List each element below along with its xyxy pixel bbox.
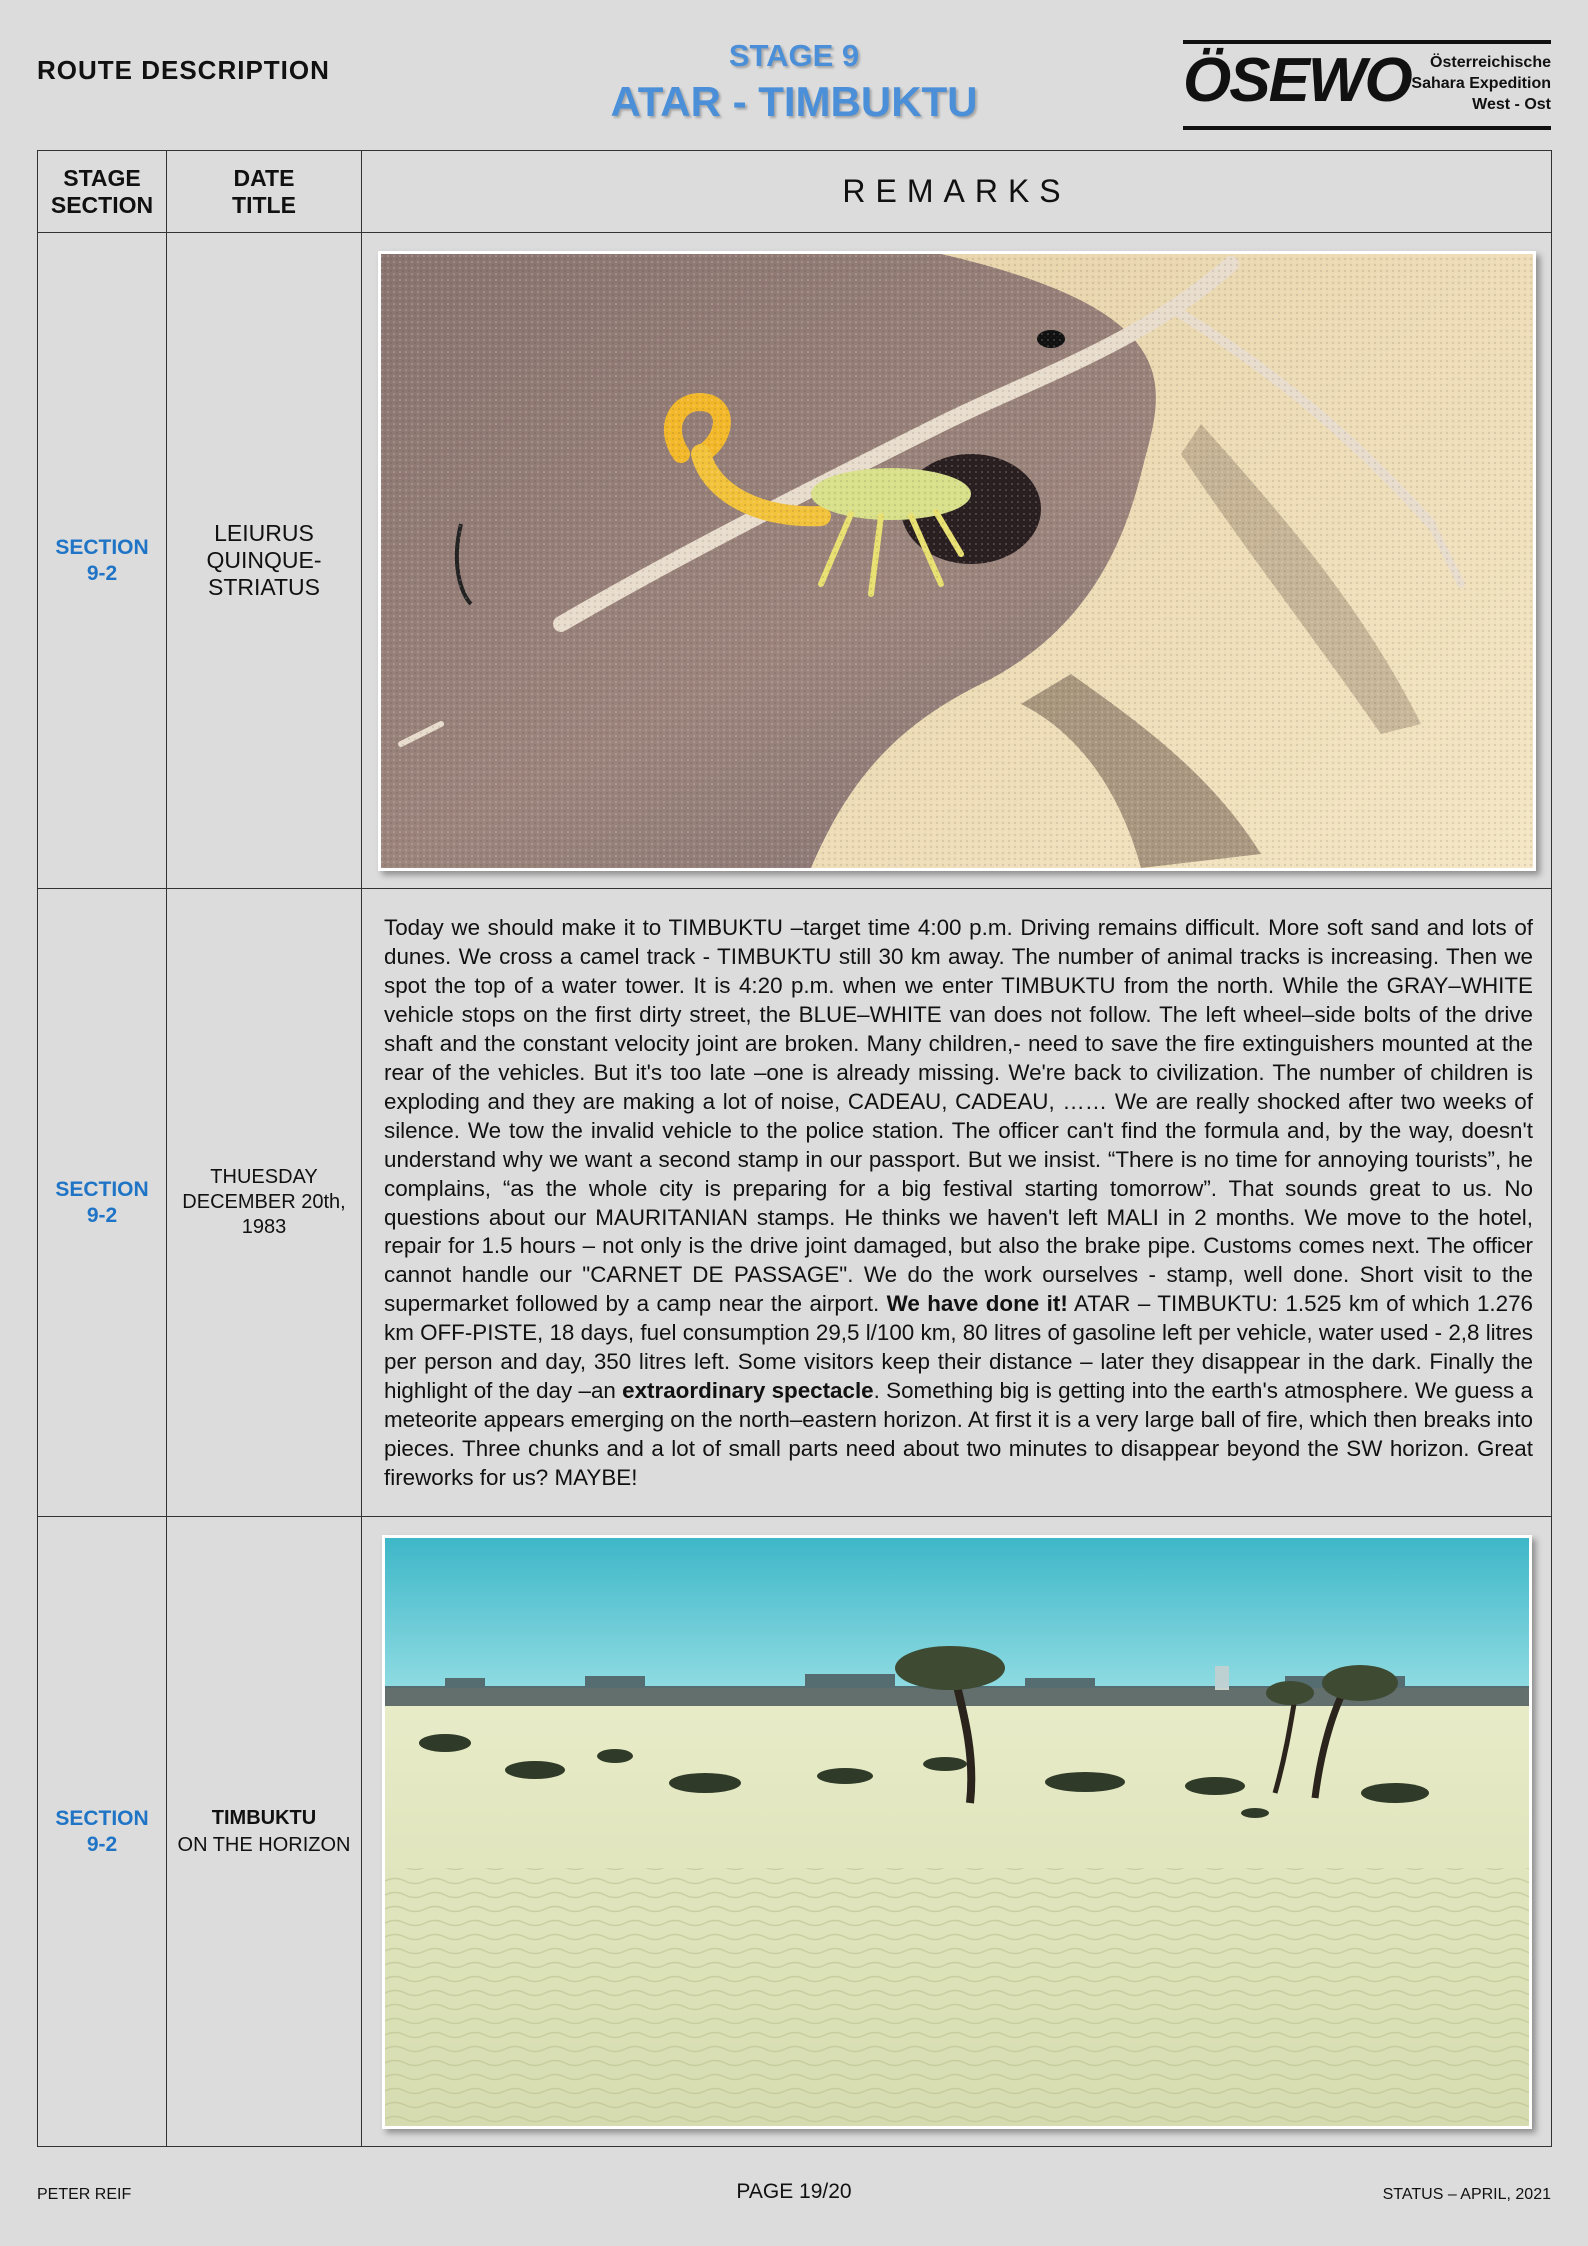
logo-line-1: Österreichische xyxy=(1430,54,1551,71)
scorpion-photo xyxy=(378,251,1536,871)
remarks-text-part: . Something big is getting into the earth's atmosphere. We guess a meteorite appears emerging on the north–eastern horizon. At first it is a very large ball of fire, which then breaks into pieces. Three chunks and a lot of small parts need about two minutes to disappear beyond the SW horizon. Great fireworks for us? MAYBE! xyxy=(384,1377,1534,1490)
title-cell xyxy=(167,1517,362,2147)
section-number: 9-2 xyxy=(86,561,118,585)
header-section-label: SECTION xyxy=(50,191,154,218)
title-line: TIMBUKTU xyxy=(211,1806,317,1829)
remarks-text-part: Today we should make it to TIMBUKTU –target time 4:00 p.m. Driving remains difficult. More soft sand and lots of dunes. We cross a camel track - TIMBUKTU still 30 km away. The number of animal tracks is increasing. Then we spot the top of a water tower. It is 4:20 p.m. when we enter TIMBUKTU from the north. While the GRAY–WHITE vehicle stops on the first dirty street, the BLUE–WHITE van does not follow. The left wheel–side bolts of the drive shaft and the constant velocity joint are broken. Many children,- need to save the fire extinguishers mounted at the rear of the vehicles. But it's too late –one is already missing. We're back to civilization. The number of children is exploding and they are making a lot of noise, CADEAU, CADEAU, …… We are really shocked after two weeks of silence. We tow the invalid vehicle to the police station. The officer can't find the formula and, by the way, doesn't understand why we want a second stamp in our passport. But we insist. “There is no time for annoying tourists”, he complains, “as the whole city is preparing for a big festival starting tomorrow”. That sounds great to us. No questions about our MAURITANIAN stamps. He thinks we haven't left MALI in 2 months. We move to the hotel, repair for 1.5 hours – not only is the drive joint damaged, but also the brake pipe. Customs comes next. The officer cannot handle our "CARNET DE PASSAGE". We do the work ourselves - stamp, well done. Short visit to the supermarket followed by a camp near the airport. xyxy=(384,915,1533,1317)
header-stage-section xyxy=(38,151,167,233)
header-title-label: TITLE xyxy=(232,191,296,218)
remarks-bold-phrase: extraordinary spectacle xyxy=(622,1377,874,1403)
date-weekday: THUESDAY xyxy=(210,1166,318,1188)
osewo-logo xyxy=(1183,40,1551,130)
remarks-text-cell xyxy=(362,889,1552,1517)
remarks-photo-cell xyxy=(362,1517,1552,2147)
remarks-bold-phrase: We have done it! xyxy=(886,1291,1068,1317)
title-line: STRIATUS xyxy=(207,574,321,600)
title-cell xyxy=(167,233,362,889)
header-remarks: REMARKS xyxy=(362,151,1552,233)
date-cell xyxy=(167,889,362,1517)
scorpion-photo-illustration xyxy=(381,254,1533,868)
route-table xyxy=(37,150,1552,2147)
timbuktu-photo-illustration xyxy=(385,1538,1529,2126)
date-day: DECEMBER 20th, xyxy=(182,1191,346,1213)
table-row xyxy=(38,1517,1552,2147)
title-line: ON THE HORIZON xyxy=(177,1833,351,1856)
header-stage-label: STAGE xyxy=(63,164,141,191)
date-year: 1983 xyxy=(241,1216,287,1238)
route-description-label: ROUTE DESCRIPTION xyxy=(37,55,330,85)
remarks-text-part: ATAR – TIMBUKTU: 1.525 km of which 1.276 km OFF-PISTE, 18 days, fuel consumption 29,5 l/100 km, 80 litres of gasoline left per vehicle, water used - 2,8 litres per person and day, 350 litres left. Some visitors keep their distance – later they disappear in the dark. Finally the highlight of the day –an xyxy=(384,1291,1534,1403)
footer-status: STATUS – APRIL, 2021 xyxy=(1382,2186,1551,2203)
section-cell xyxy=(38,1517,167,2147)
section-number: 9-2 xyxy=(86,1832,118,1856)
title-line: LEIURUS xyxy=(214,520,314,546)
header-date-title xyxy=(167,151,362,233)
section-label: SECTION xyxy=(55,1806,149,1830)
timbuktu-photo xyxy=(382,1535,1532,2129)
logo-line-2: Sahara Expedition xyxy=(1411,75,1551,92)
table-row xyxy=(38,889,1552,1517)
route-title: ATAR - TIMBUKTU xyxy=(610,78,978,125)
section-label: SECTION xyxy=(55,1177,149,1201)
page-number: PAGE 19/20 xyxy=(736,2180,852,2203)
stage-number: STAGE 9 xyxy=(728,38,860,73)
remarks-photo-cell xyxy=(362,233,1552,889)
table-header-row xyxy=(38,151,1552,233)
section-cell xyxy=(38,889,167,1517)
logo-mark: ÖSEWO xyxy=(1183,46,1411,115)
title-line: QUINQUE- xyxy=(206,547,322,573)
remarks-paragraph xyxy=(362,906,1551,1498)
footer-author: PETER REIF xyxy=(37,2186,132,2203)
section-number: 9-2 xyxy=(86,1203,118,1227)
logo-subtitle xyxy=(1411,52,1551,115)
table-row xyxy=(38,233,1552,889)
section-cell xyxy=(38,233,167,889)
section-label: SECTION xyxy=(55,535,149,559)
header-date-label: DATE xyxy=(233,164,295,191)
logo-line-3: West - Ost xyxy=(1472,96,1551,113)
